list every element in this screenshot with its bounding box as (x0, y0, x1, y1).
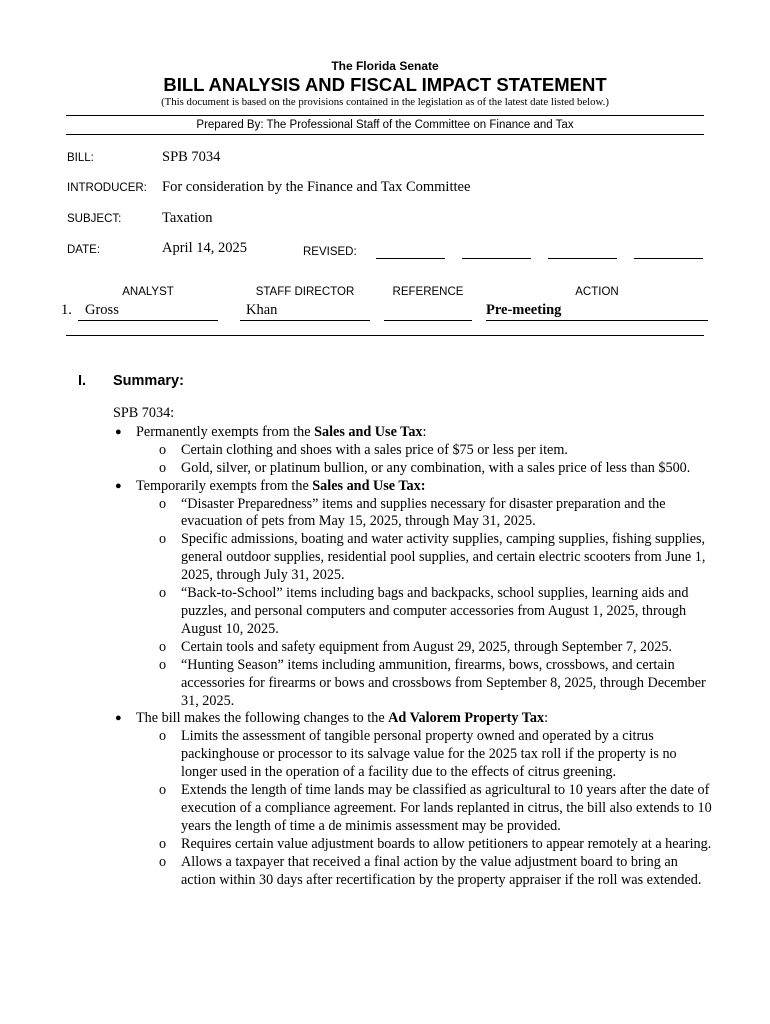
summary-subitem-text: Specific admissions, boating and water activity supplies, camping supplies, fishing supplies, general outdoor supplies, residential pool supplies, and certain electric scooters from June 1, 2025, through July 31, 2025. (181, 531, 706, 584)
analyst-value: Gross (85, 302, 119, 318)
senate-name: The Florida Senate (331, 59, 439, 73)
staff-director-value: Khan (246, 302, 278, 318)
summary-subitem-text: Certain tools and safety equipment from August 29, 2025, through September 7, 2025. (181, 638, 672, 655)
summary-subitem (136, 460, 713, 478)
summary-subitem (136, 657, 713, 711)
col-header-reference: REFERENCE (392, 286, 464, 298)
action-line (486, 320, 708, 321)
summary-subitem (136, 854, 713, 890)
header-rule-bottom (66, 134, 704, 135)
circle-bullet-icon: o (159, 585, 167, 602)
summary-subitem (136, 639, 713, 657)
summary-intro: SPB 7034: (113, 405, 175, 421)
summary-subitem-text: Limits the assessment of tangible personal property owned and operated by a citrus packinghouse or processor to its salvage value for the 2025 tax roll if the property is no longer used in the operation of a facility due to the effects of citrus greening. (181, 728, 677, 781)
summary-bullet-text (136, 424, 713, 442)
bullet-icon: ● (115, 479, 122, 492)
summary-subitem-text: Extends the length of time lands may be classified as agricultural to 10 years after the date of execution of a compliance agreement. For lands replanted in citrus, the bill also extends to 10 years the length of time a de minimis assessment may be provided. (181, 782, 712, 834)
bill-label: BILL: (67, 152, 94, 164)
circle-bullet-icon: o (159, 728, 167, 745)
circle-bullet-icon: o (159, 638, 167, 655)
summary-bullet (113, 478, 713, 711)
document-title: BILL ANALYSIS AND FISCAL IMPACT STATEMENT (163, 74, 607, 95)
subject-value: Taxation (162, 210, 213, 226)
summary-subitem-text: Certain clothing and shoes with a sales price of $75 or less per item. (181, 441, 568, 458)
summary-bullet (113, 424, 713, 478)
circle-bullet-icon: o (159, 835, 167, 852)
section-number: I. (78, 373, 87, 389)
bullet-text-before: Temporarily exempts from the (136, 477, 313, 494)
bullet-text-bold: Sales and Use Tax (314, 423, 423, 440)
revised-line-1 (376, 258, 445, 259)
bullet-text-bold: Sales and Use Tax: (312, 477, 426, 494)
prepared-by: Prepared By: The Professional Staff of the Committee on Finance and Tax (196, 119, 574, 131)
introducer-value: For consideration by the Finance and Tax Committee (162, 179, 471, 195)
revised-label: REVISED: (303, 246, 357, 258)
col-header-staff-director: STAFF DIRECTOR (255, 286, 355, 298)
bullet-text-before: The bill makes the following changes to the (136, 710, 389, 727)
col-header-analyst: ANALYST (122, 286, 174, 298)
circle-bullet-icon: o (159, 656, 167, 673)
summary-subitem (136, 728, 713, 782)
header-rule-top (66, 115, 704, 116)
circle-bullet-icon: o (159, 441, 167, 458)
summary-subitem-list (136, 496, 713, 711)
summary-bullet-list (113, 424, 713, 890)
action-value: Pre-meeting (486, 302, 562, 318)
summary-subitem (136, 585, 713, 639)
table-bottom-rule (66, 335, 704, 336)
summary-subitem-text: “Hunting Season” items including ammunition, firearms, bows, crossbows, and certain accessories for firearms or bows and crossbows from September 8, 2025, through December 31, 2025. (181, 656, 706, 709)
summary-subitem-text: Allows a taxpayer that received a final action by the value adjustment board to bring an action within 30 days after recertification by the property appraiser if the roll was extended. (181, 853, 702, 888)
bullet-text-after: : (544, 710, 549, 727)
summary-subitem (136, 836, 713, 854)
bullet-text-after: : (422, 423, 427, 440)
section-title: Summary: (113, 373, 184, 389)
circle-bullet-icon: o (159, 782, 167, 799)
bullet-icon: ● (115, 712, 122, 725)
bullet-text-before: Permanently exempts from the (136, 423, 315, 440)
revised-line-4 (634, 258, 703, 259)
summary-subitem-text: “Back-to-School” items including bags and backpacks, school supplies, learning aids and puzzles, and personal computers and computer accessories from August 1, 2025, through August 10, 2025. (181, 585, 689, 637)
introducer-label: INTRODUCER: (67, 182, 147, 194)
circle-bullet-icon: o (159, 495, 167, 512)
row-number: 1. (61, 302, 72, 318)
summary-bullet-text (136, 710, 713, 728)
summary-bullet (113, 710, 713, 889)
bill-value: SPB 7034 (162, 149, 221, 165)
col-header-action: ACTION (575, 286, 619, 298)
revised-line-2 (462, 258, 531, 259)
summary-subitem-list (136, 442, 713, 478)
bullet-icon: ● (115, 425, 122, 438)
summary-subitem (136, 442, 713, 460)
date-label: DATE: (67, 244, 101, 256)
summary-subitem-list (136, 728, 713, 889)
summary-subitem (136, 782, 713, 836)
summary-subitem-text: Requires certain value adjustment boards to allow petitioners to appear remotely at a hearing. (181, 835, 712, 852)
analyst-line (78, 320, 218, 321)
circle-bullet-icon: o (159, 853, 167, 870)
staff-director-line (240, 320, 370, 321)
summary-subitem-text: Gold, silver, or platinum bullion, or any combination, with a sales price of less than $500. (181, 459, 691, 476)
document-note: (This document is based on the provisions contained in the legislation as of the latest date listed below.) (161, 96, 609, 108)
revised-line-3 (548, 258, 617, 259)
summary-bullet-text (136, 478, 713, 496)
circle-bullet-icon: o (159, 531, 167, 548)
summary-subitem (136, 531, 713, 585)
subject-label: SUBJECT: (67, 213, 122, 225)
bullet-text-bold: Ad Valorem Property Tax (388, 710, 545, 727)
circle-bullet-icon: o (159, 459, 167, 476)
summary-subitem (136, 496, 713, 532)
summary-body (113, 405, 713, 889)
summary-subitem-text: “Disaster Preparedness” items and supplies necessary for disaster preparation and the evacuation of pets from May 15, 2025, through May 31, 2025. (181, 495, 666, 530)
reference-line (384, 320, 472, 321)
date-value: April 14, 2025 (162, 240, 247, 256)
